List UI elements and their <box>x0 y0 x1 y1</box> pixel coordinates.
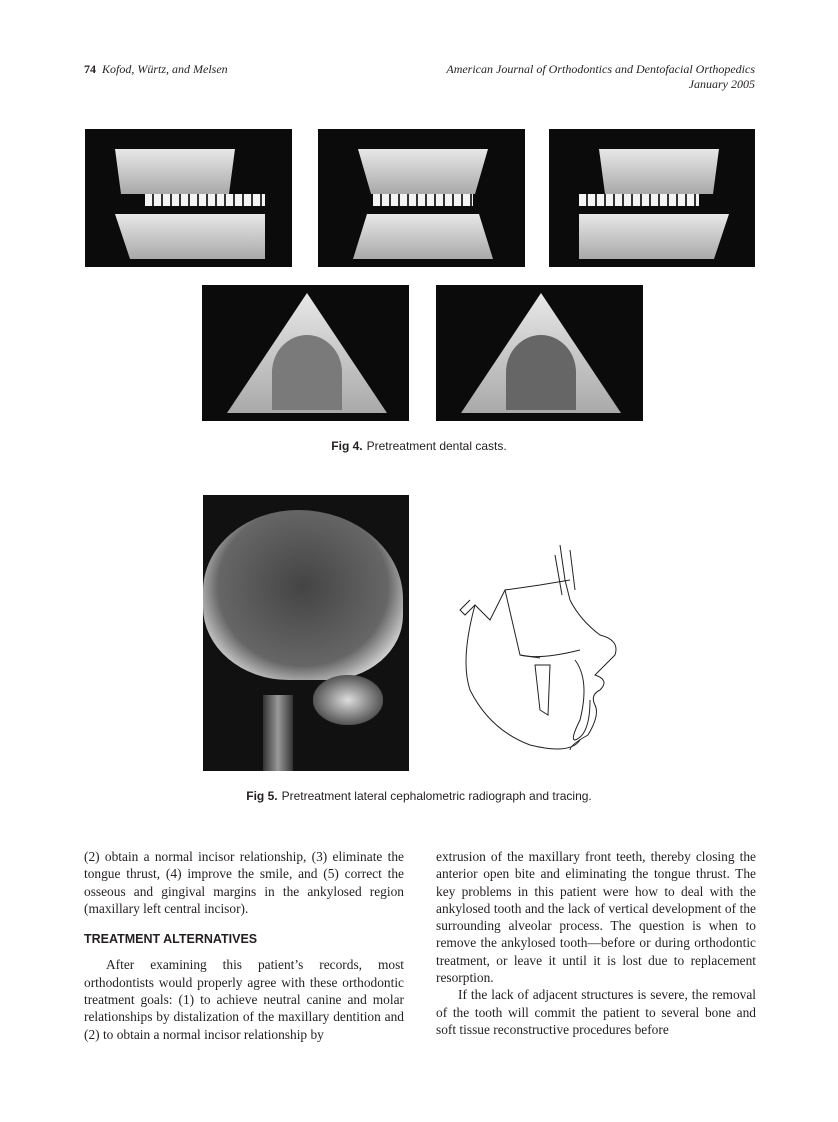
paragraph: If the lack of adjacent structures is severe, the removal of the tooth will commit the patient to several bone and soft tissue reconstructive procedures before <box>436 987 756 1037</box>
cephalometric-radiograph <box>203 495 409 771</box>
fig5-label: Fig 5. <box>246 789 278 803</box>
paragraph: (2) obtain a normal incisor relationship, (3) eliminate the tongue thrust, (4) improve the smile, and (5) correct the osseous and gingival margins in the ankylosed region (maxillary left central incisor). <box>84 849 404 916</box>
cast-photo-mandibular-occlusal <box>436 285 643 421</box>
section-heading: TREATMENT ALTERNATIVES <box>84 932 258 947</box>
paragraph: extrusion of the maxillary front teeth, thereby closing the anterior open bite and eliminating the tongue thrust. The key problems in this patient were how to deal with the ankylosed tooth and the lack of vertical development of the surrounding alveolar process. The question is when to remove the ankylosed tooth—before or during orthodontic treatment, or leave it until it is lost due to replacement resorption. <box>436 849 756 986</box>
cast-photo-frontal <box>318 129 525 267</box>
journal-title: American Journal of Orthodontics and Dentofacial Orthopedics <box>446 62 755 76</box>
fig4-label: Fig 4. <box>331 439 363 453</box>
running-header-right <box>446 62 755 92</box>
authors: Kofod, Würtz, and Melsen <box>102 62 228 76</box>
left-column <box>84 848 404 1043</box>
cephalometric-tracing <box>430 540 640 760</box>
fig4-caption-text: Pretreatment dental casts. <box>366 439 507 453</box>
fig4-caption <box>0 439 838 453</box>
issue-date: January 2005 <box>688 77 755 91</box>
cast-photo-left-lateral <box>549 129 755 267</box>
running-header-left <box>84 62 228 77</box>
cast-photo-maxillary-occlusal <box>202 285 409 421</box>
cast-photo-right-lateral <box>85 129 292 267</box>
fig5-caption-text: Pretreatment lateral cephalometric radiograph and tracing. <box>281 789 592 803</box>
paragraph: After examining this patient’s records, most orthodontists would properly agree with these orthodontic treatment goals: (1) to achieve neutral canine and molar relationships by distalization of the maxillary dentition and (2) to obtain a normal incisor relationship by <box>84 957 404 1042</box>
page-number: 74 <box>84 62 96 76</box>
right-column <box>436 848 756 1038</box>
fig5-caption <box>0 789 838 803</box>
